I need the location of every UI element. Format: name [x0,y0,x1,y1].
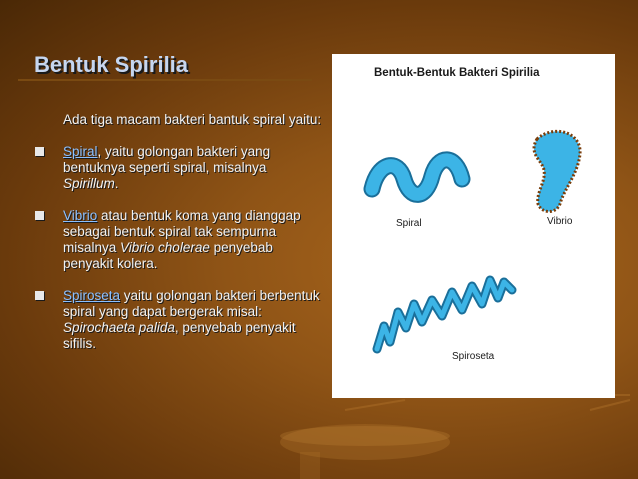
term-spiroseta-link[interactable]: Spiroseta [63,288,121,303]
bullet-italic: Vibrio cholerae [120,240,210,255]
bullet-spiroseta [35,288,325,352]
bullet-text: atau bentuk koma yang dianggap sebagai bentuk spiral tak sempurna misalnya [63,208,301,255]
vibrio-bacterium-icon [534,131,580,211]
figure-title: Bentuk-Bentuk Bakteri Spirilia [374,67,540,79]
bullet-text-end: . [114,176,119,191]
square-bullet-icon [35,291,44,300]
title-divider [18,79,312,81]
bullet-text: , yaitu golongan bakteri yang bentuknya seperti spiral, misalnya [63,144,271,175]
bullet-text: yaitu golongan bakteri berbentuk spiral yang dapat bergerak misal: [63,288,320,319]
bullet-text-end: , penyebab penyakit sifilis. [63,320,296,351]
bacteria-illustration [332,54,615,398]
term-vibrio-link[interactable]: Vibrio [63,208,98,223]
bullet-spiral [35,144,325,192]
square-bullet-icon [35,147,44,156]
bullet-italic: Spirillum [63,176,115,191]
label-spiroseta: Spiroseta [452,351,495,362]
bullet-text-end: penyebab penyakit kolera. [63,240,273,271]
slide-title: Bentuk Spirilia [34,52,189,77]
intro-text: Ada tiga macam bakteri bantuk spiral yaitu: [63,112,322,127]
term-spiral-link[interactable]: Spiral [63,144,98,159]
slide-body [35,112,325,352]
square-bullet-icon [35,211,44,220]
bullet-vibrio [35,208,325,272]
bacteria-figure [332,54,615,398]
label-spiral: Spiral [396,218,422,229]
bullet-italic: Spirochaeta palida [63,320,175,335]
label-vibrio: Vibrio [547,216,573,227]
